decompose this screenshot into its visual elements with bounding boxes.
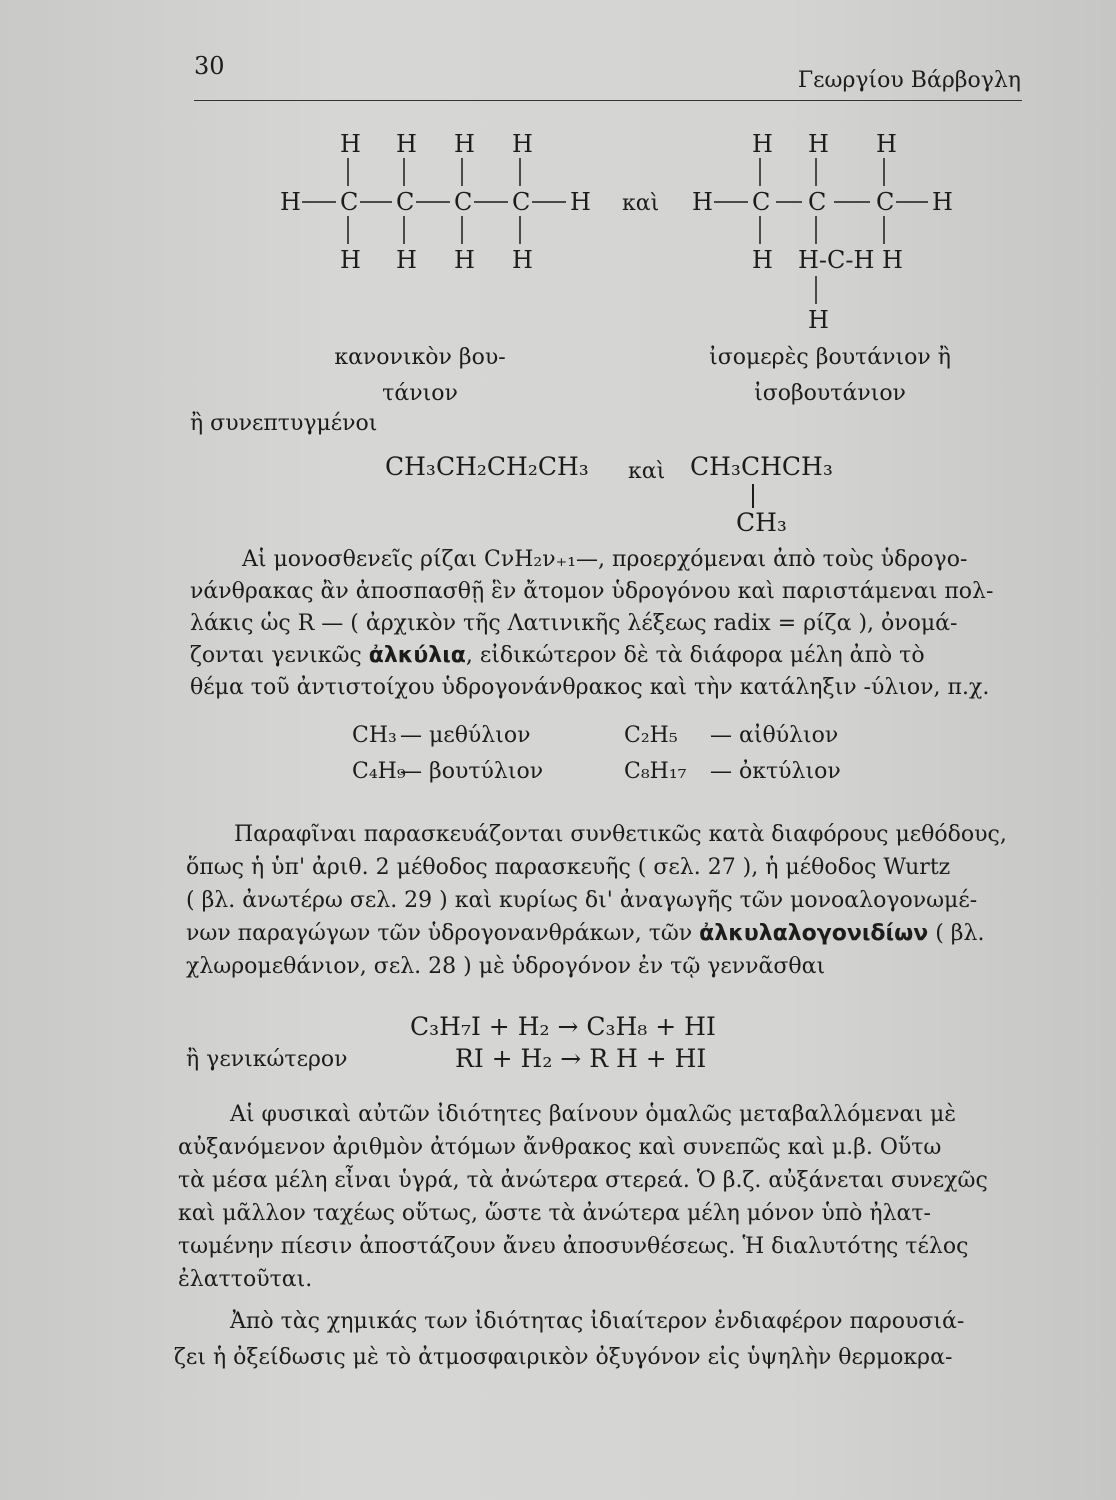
alkyl-formula: C₄H₉ — [352, 759, 406, 784]
svg-text:C: C — [808, 188, 827, 216]
condensed-isobutane-branch: CH₃ — [736, 508, 787, 537]
para3-line: ἐλαττοῦται. — [178, 1267, 313, 1292]
and-word-condensed: καὶ — [628, 459, 666, 484]
svg-text:H: H — [876, 130, 897, 158]
header-rule — [194, 100, 1022, 101]
para3-line: τὰ μέσα μέλη εἶναι ὑγρά, τὰ ἀνώτερα στερεά. Ὁ β.ζ. αὐξάνεται συνεχῶς — [178, 1168, 988, 1193]
svg-text:H: H — [808, 306, 829, 334]
svg-text:H: H — [570, 188, 591, 216]
generally-label: ἢ γενικώτερον — [186, 1047, 348, 1072]
svg-text:C: C — [876, 188, 895, 216]
para1-line: Αἱ μονοσθενεῖς ρίζαι CνH₂ν₊₁—, προερχόμεναι ἀπὸ τοὺς ὑδρογο- — [242, 547, 968, 572]
svg-text:H: H — [752, 130, 773, 158]
normal-butane-structure — [278, 128, 598, 284]
normal-butane-caption-line-1: κανονικὸν βου- — [334, 345, 506, 370]
svg-text:H: H — [808, 130, 829, 158]
para1-line-4: ζονται γενικῶς ἀλκύλια, εἰδικώτερον δὲ τὰ διάφορα μέλη ἀπὸ τὸ — [190, 643, 925, 668]
normal-butane-svg — [278, 128, 598, 278]
svg-text:H: H — [882, 246, 903, 274]
alkyl-name: — μεθύλιον — [400, 723, 531, 748]
svg-text:C: C — [396, 188, 415, 216]
para1-line: λάκις ὡς R — ( ἀρχικὸν τῆς Λατινικῆς λέξεως radix = ρίζα ), ὀνομά- — [190, 611, 958, 636]
para3-line: καὶ μᾶλλον ταχέως οὕτως, ὥστε τὰ ἀνώτερα μέλη μόνον ὑπὸ ἠλατ- — [178, 1201, 931, 1226]
paragraph-chemical-properties — [174, 1304, 1020, 1376]
normal-butane-caption-line-2: τάνιον — [382, 381, 458, 406]
key-term: ἀλκύλια — [368, 643, 466, 668]
svg-text:H: H — [340, 130, 361, 158]
svg-text:H: H — [454, 130, 475, 158]
alkyl-row — [352, 718, 952, 754]
svg-text:C: C — [512, 188, 531, 216]
running-header-author: Γεωργίου Βάρβογλη — [797, 68, 1021, 93]
svg-text:H: H — [932, 188, 953, 216]
svg-text:H: H — [280, 188, 301, 216]
reaction-general: RI + H₂ → R H + HI — [455, 1044, 707, 1073]
isobutane-caption — [680, 340, 980, 412]
paragraph-alkyl-radicals — [190, 544, 1020, 704]
alkyl-formula: C₈H₁₇ — [624, 759, 687, 784]
alkyl-row — [352, 754, 952, 790]
alkyl-formula: C₂H₅ — [624, 723, 678, 748]
svg-text:H-C-H: H-C-H — [798, 246, 875, 274]
para4-line: ζει ἡ ὀξείδωσις μὲ τὸ ἀτμοσφαιρικὸν ὀξυγόνον εἰς ὑψηλὴν θερμοκρα- — [174, 1345, 953, 1370]
para2-line: ( βλ. ἀνωτέρω σελ. 29 ) καὶ κυρίως δι' ἀναγωγῆς τῶν μονοαλογονωμέ- — [186, 888, 978, 913]
paragraph-paraffin-preparation — [186, 818, 1016, 983]
isobutane-caption-line-2: ἰσοβουτάνιον — [754, 381, 906, 406]
svg-text:H: H — [752, 246, 773, 274]
reaction-propyl-iodide: C₃H₇I + H₂ → C₃H₈ + HI — [410, 1012, 716, 1041]
para1-line — [190, 640, 1020, 672]
condensed-intro: ἢ συνεπτυγμένοι — [190, 411, 378, 436]
para1-line: νάνθρακας ἂν ἀποσπασθῇ ἓν ἄτομον ὑδρογόνου καὶ παριστάμεναι πολ- — [190, 579, 994, 604]
isobutane-structure — [690, 128, 970, 344]
para2-line: νων παραγώγων τῶν ὑδρογονανθράκων, τῶν ἀλκυλαλογονιδίων ( βλ. — [186, 921, 985, 946]
key-term: ἀλκυλαλογονιδίων — [699, 921, 929, 946]
para2-line: χλωρομεθάνιον, σελ. 28 ) μὲ ὑδρογόνον ἐν τῷ γεννᾶσθαι — [186, 954, 826, 979]
isobutane-caption-line-1: ἰσομερὲς βουτάνιον ἢ — [709, 345, 951, 370]
svg-text:H: H — [692, 188, 713, 216]
and-word-structures: καὶ — [622, 191, 660, 216]
svg-text:C: C — [752, 188, 771, 216]
svg-text:C: C — [454, 188, 473, 216]
svg-text:H: H — [396, 246, 417, 274]
svg-text:H: H — [454, 246, 475, 274]
condensed-normal-butane: CH₃CH₂CH₂CH₃ — [385, 452, 589, 481]
isobutane-branch-bond — [752, 484, 754, 508]
para1-line: θέμα τοῦ ἀντιστοίχου ὑδρογονάνθρακος καὶ τὴν κατάληξιν -ύλιον, π.χ. — [190, 675, 990, 700]
svg-text:C: C — [340, 188, 359, 216]
para3-line: αὐξανόμενον ἀριθμὸν ἀτόμων ἄνθρακος καὶ συνεπῶς καὶ μ.β. Οὕτω — [178, 1135, 942, 1160]
para3-line: Αἱ φυσικαὶ αὐτῶν ἰδιότητες βαίνουν ὁμαλῶς μεταβαλλόμεναι μὲ — [230, 1102, 957, 1127]
paragraph-physical-properties — [178, 1098, 1018, 1296]
para2-line: Παραφῖναι παρασκευάζονται συνθετικῶς κατὰ διαφόρους μεθόδους, — [234, 822, 1007, 847]
para4-line: Ἀπὸ τὰς χημικάς των ἰδιότητας ἰδιαίτερον ἐνδιαφέρον παρουσιά- — [230, 1309, 965, 1334]
normal-butane-caption — [300, 340, 540, 412]
alkyl-name: — αἰθύλιον — [710, 723, 839, 748]
svg-text:H: H — [512, 130, 533, 158]
condensed-isobutane: CH₃CHCH₃ — [690, 452, 833, 481]
page-number: 30 — [194, 52, 225, 80]
isobutane-svg — [690, 128, 970, 338]
svg-text:H: H — [396, 130, 417, 158]
alkyl-formula: CH₃ — [352, 723, 397, 748]
alkyl-name: — βουτύλιον — [400, 759, 544, 784]
svg-text:H: H — [340, 246, 361, 274]
para3-line: τωμένην πίεσιν ἀποστάζουν ἄνευ ἀποσυνθέσεως. Ἡ διαλυτότης τέλος — [178, 1234, 969, 1259]
para2-line: ὅπως ἡ ὑπ' ἀριθ. 2 μέθοδος παρασκευῆς ( σελ. 27 ), ἡ μέθοδος Wurtz — [186, 855, 951, 880]
alkyl-name: — ὀκτύλιον — [710, 759, 841, 784]
svg-text:H: H — [512, 246, 533, 274]
alkyl-examples — [352, 718, 952, 790]
